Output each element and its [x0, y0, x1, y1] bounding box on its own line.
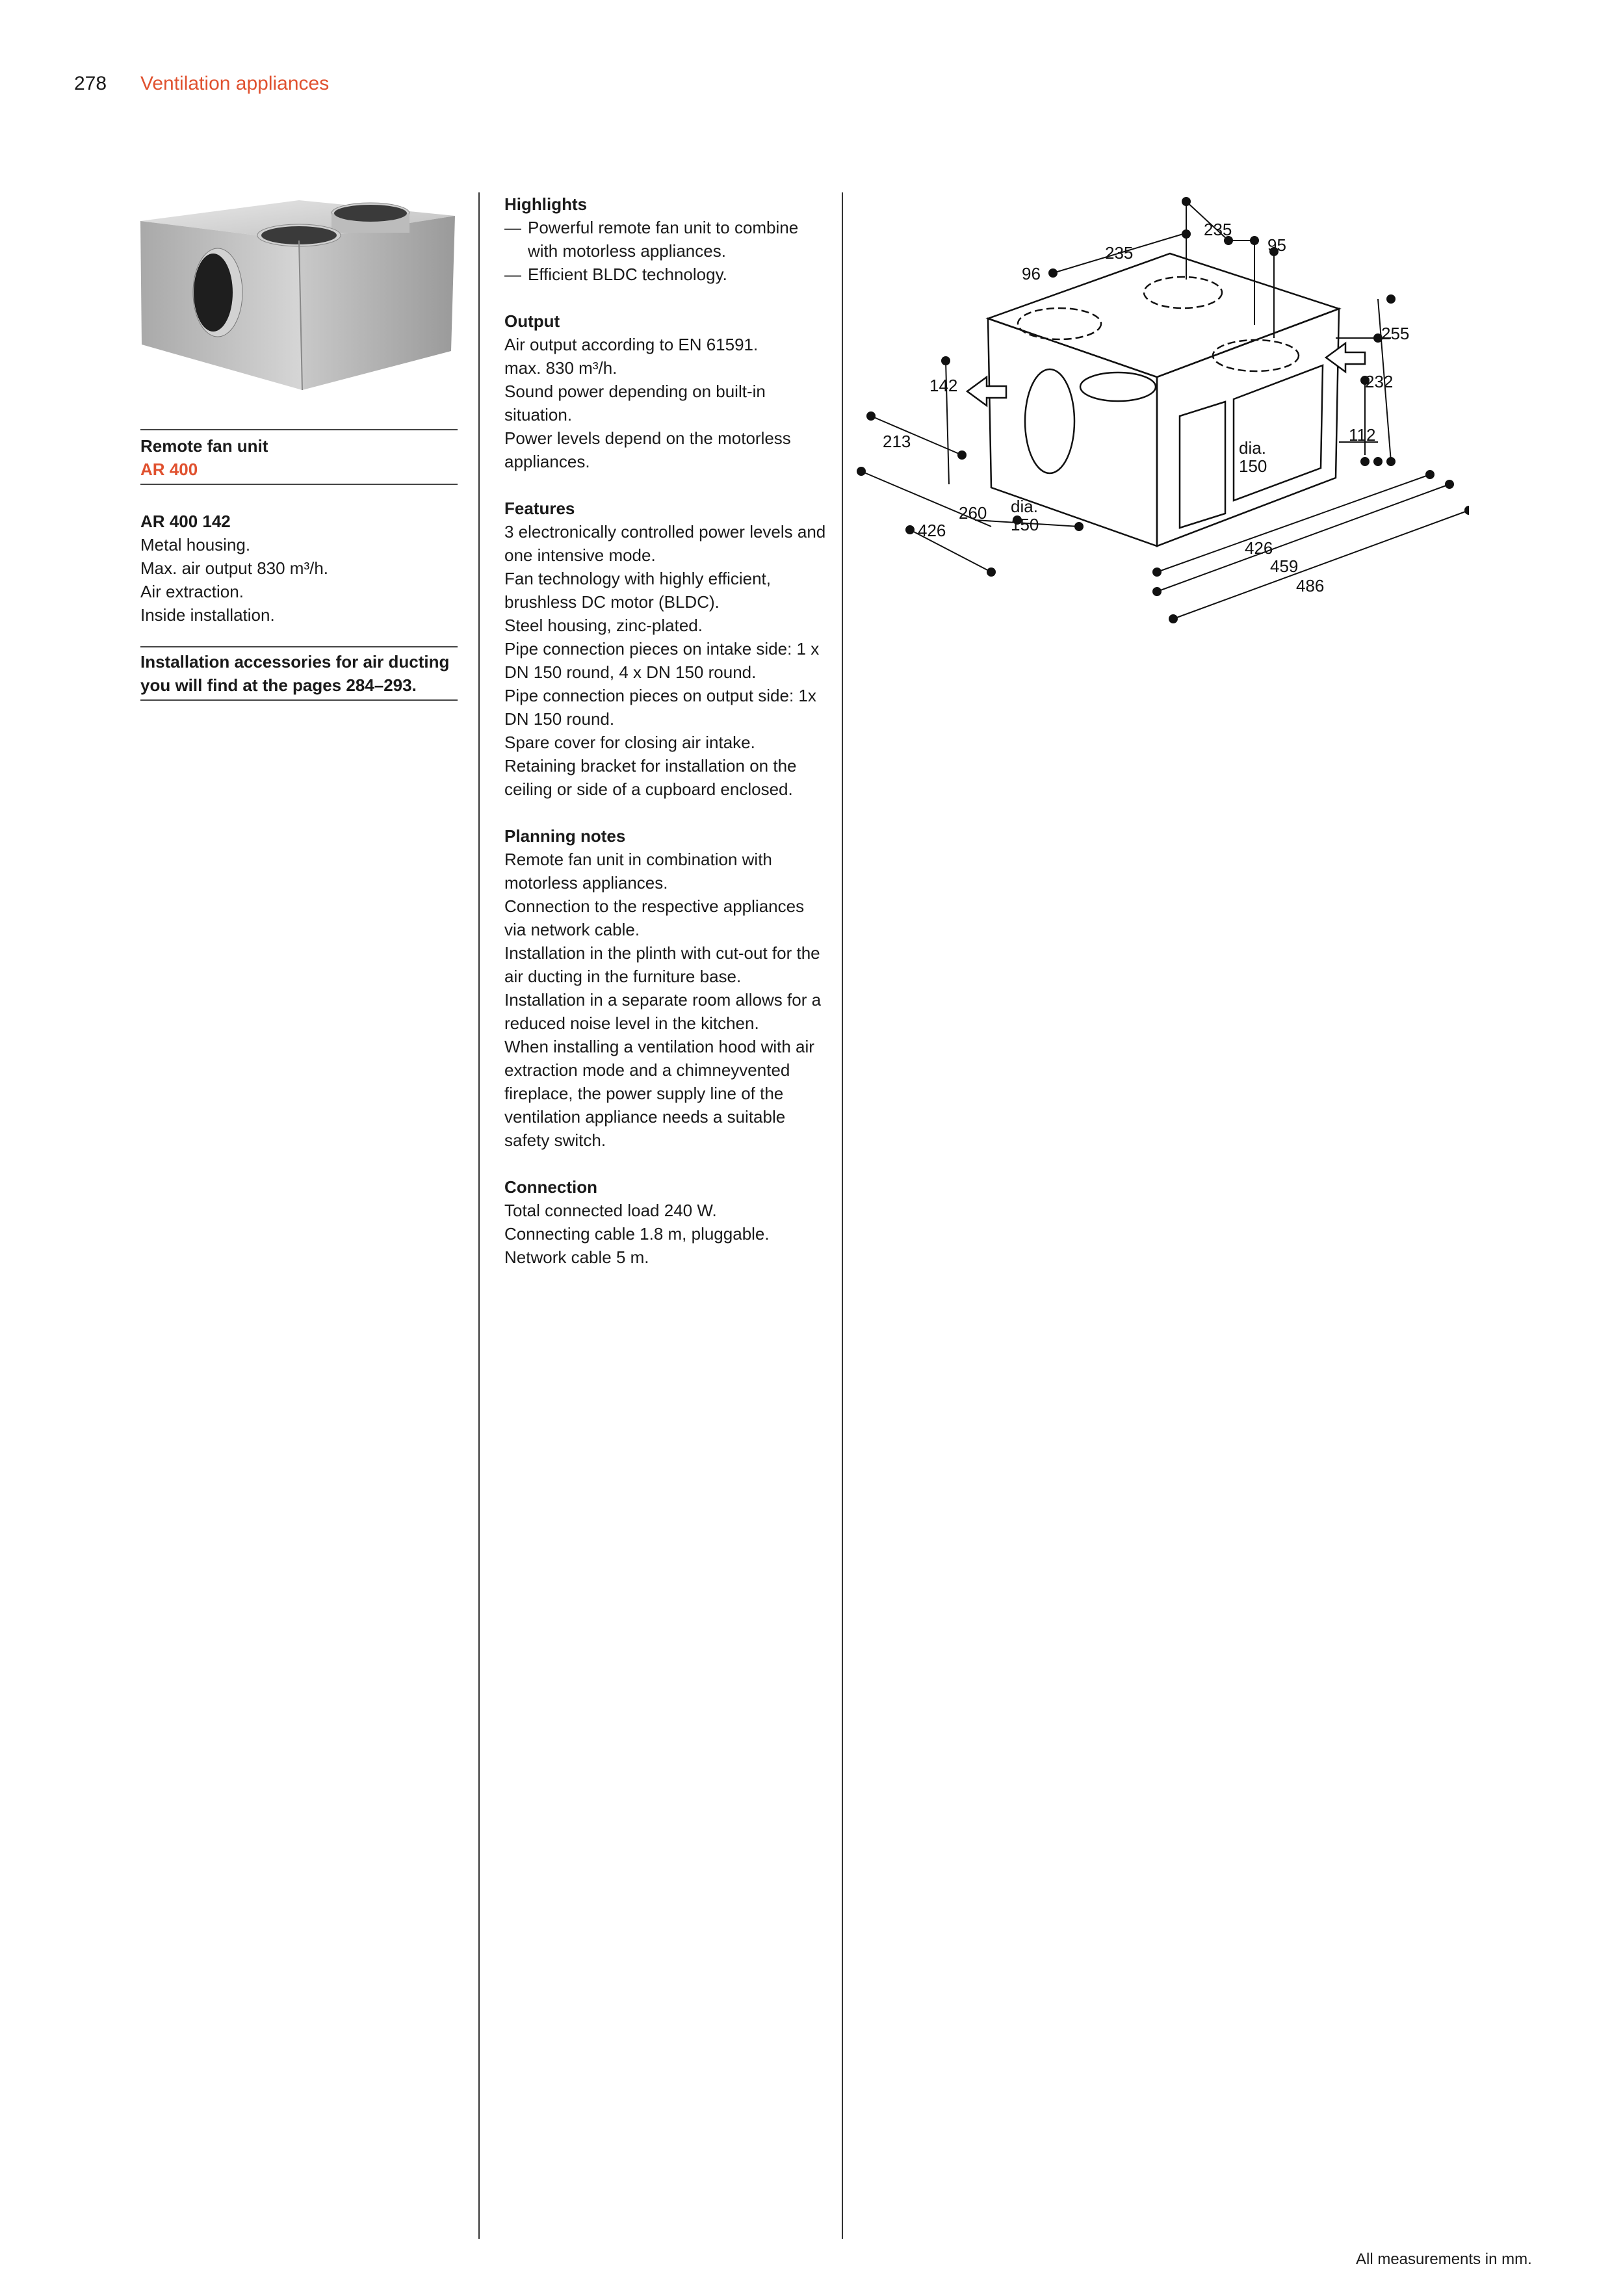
connection-line: Connecting cable 1.8 m, pluggable.	[504, 1224, 770, 1244]
feature-line: 3 electronically controlled power levels and one intensive mode.	[504, 522, 826, 565]
dimension-dots	[857, 197, 1469, 623]
column-divider	[478, 192, 480, 2239]
dimension-drawing	[845, 182, 1469, 650]
variant-line: Metal housing.	[140, 535, 251, 554]
dim-label: 255	[1381, 324, 1410, 343]
dim-label: 260	[959, 503, 987, 523]
dim-label: 112	[1349, 425, 1376, 445]
dim-label: 142	[929, 376, 958, 395]
dim-label: 426	[1245, 538, 1273, 558]
product-model: AR 400	[140, 460, 198, 479]
feature-line: Spare cover for closing air intake.	[504, 733, 755, 752]
feature-line: Pipe connection pieces on intake side: 1 x DN 150 round, 4 x DN 150 round.	[504, 639, 820, 682]
details-column	[504, 192, 829, 1269]
highlights-heading: Highlights	[504, 194, 588, 214]
rule	[140, 646, 458, 647]
planning-heading: Planning notes	[504, 826, 626, 846]
planning-line: When installing a ventilation hood with air extraction mode and a chimneyvented fireplace, the power supply line of the ventilation appliance needs a suitable safety switch.	[504, 1037, 814, 1150]
planning-line: Installation in the plinth with cut-out for the air ducting in the furniture base.	[504, 943, 820, 986]
page-number: 278	[74, 73, 107, 94]
list-item: — Efficient BLDC technology.	[504, 263, 829, 286]
feature-line: Steel housing, zinc-plated.	[504, 616, 703, 635]
column-divider	[842, 192, 843, 2239]
section-title: Ventilation appliances	[140, 73, 330, 94]
dim-label: 213	[883, 432, 911, 451]
planning-line: Connection to the respective appliances via network cable.	[504, 896, 805, 939]
accessories-note: Installation accessories for air ducting	[140, 652, 450, 672]
dim-label: 96	[1022, 264, 1041, 283]
planning-line: Installation in a separate room allows for a reduced noise level in the kitchen.	[504, 990, 822, 1033]
product-photo	[136, 189, 461, 397]
rule	[140, 699, 458, 701]
feature-line: Fan technology with highly efficient, brushless DC motor (BLDC).	[504, 569, 771, 612]
dim-label: 426	[918, 521, 946, 540]
connection-line: Total connected load 240 W.	[504, 1201, 717, 1220]
footer-note: All measurements in mm.	[1356, 2250, 1532, 2268]
feature-line: Pipe connection pieces on output side: 1x DN 150 round.	[504, 686, 816, 729]
dia-value: 150	[1011, 515, 1039, 534]
rule	[140, 484, 458, 485]
output-line: Air output according to EN 61591.	[504, 335, 759, 354]
planning-line: Remote fan unit in combination with motorless appliances.	[504, 850, 772, 893]
variant-line: Inside installation.	[140, 605, 275, 625]
accessories-note: you will find at the pages 284–293.	[140, 675, 417, 695]
output-heading: Output	[504, 311, 560, 331]
rule	[140, 429, 458, 430]
dia-label: dia.	[1011, 497, 1038, 516]
features-heading: Features	[504, 499, 575, 518]
dim-label: 486	[1296, 576, 1325, 595]
variant-line: Max. air output 830 m³/h.	[140, 558, 329, 578]
highlights-list	[504, 216, 829, 286]
connection-line: Network cable 5 m.	[504, 1247, 649, 1267]
dim-label: 95	[1267, 235, 1286, 255]
feature-line: Retaining bracket for installation on the ceiling or side of a cupboard enclosed.	[504, 756, 797, 799]
housing-outline	[988, 254, 1339, 546]
dia-value: 150	[1239, 456, 1267, 476]
variant-code: AR 400 142	[140, 512, 231, 531]
variant-line: Air extraction.	[140, 582, 244, 601]
dim-label: 232	[1365, 372, 1394, 391]
dim-label: 235	[1204, 220, 1232, 239]
dim-label: 235	[1105, 243, 1134, 263]
dimension-lines	[861, 202, 1469, 619]
list-item: — Powerful remote fan unit to combine with motorless appliances.	[504, 216, 829, 263]
dim-label: 459	[1270, 556, 1299, 576]
output-line: Sound power depending on built-in situation.	[504, 382, 766, 424]
connection-heading: Connection	[504, 1177, 597, 1197]
output-line: max. 830 m³/h.	[504, 358, 617, 378]
output-line: Power levels depend on the motorless appliances.	[504, 428, 791, 471]
dia-label: dia.	[1239, 438, 1266, 458]
product-type: Remote fan unit	[140, 436, 268, 456]
